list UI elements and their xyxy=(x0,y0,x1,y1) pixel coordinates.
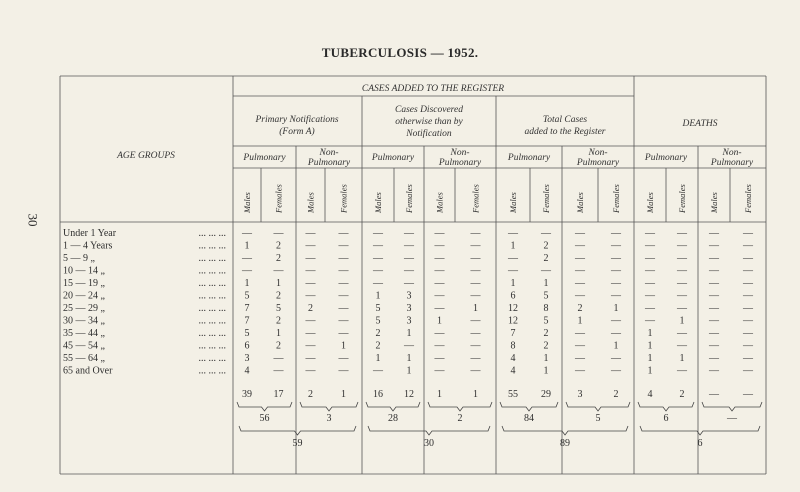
females-header: Females xyxy=(273,184,284,213)
non-pulmonary-header-2: Pulmonary xyxy=(576,158,620,168)
pair-brace xyxy=(702,402,762,411)
table-cell: 2 xyxy=(543,340,549,352)
table-cell: 6 xyxy=(244,340,250,352)
total-cell: 1 xyxy=(341,389,346,400)
table-cell: 1 xyxy=(577,315,583,327)
table-cell: 7 xyxy=(244,303,250,314)
total-cell: 4 xyxy=(647,389,653,400)
leader-dots: ... ... ... xyxy=(198,365,226,377)
table-cell: 2 xyxy=(375,328,381,339)
table-cell: — xyxy=(338,328,349,339)
group-brace xyxy=(502,426,628,435)
subtotal-cell: 2 xyxy=(457,413,463,424)
pair-brace xyxy=(366,402,420,411)
subtotal-cell: 84 xyxy=(524,413,534,424)
table-cell: — xyxy=(575,228,585,239)
table-cell: — xyxy=(677,265,687,277)
table-cell: 2 xyxy=(276,315,281,327)
table-cell: — xyxy=(305,315,316,327)
table-cell: — xyxy=(338,365,349,377)
table-cell: — xyxy=(338,353,349,364)
total-cell: — xyxy=(709,389,719,400)
leader-dots: ... ... ... xyxy=(198,290,226,302)
table-cell: — xyxy=(508,228,518,239)
table-cell: — xyxy=(373,228,383,239)
group-brace xyxy=(368,426,490,435)
table-cell: 1 xyxy=(613,303,619,314)
table-cell: — xyxy=(645,253,655,264)
age-group-label: 5 — 9 „ xyxy=(63,253,95,264)
table-cell: 12 xyxy=(508,315,518,327)
table-cell: — xyxy=(709,340,719,352)
table-cell: — xyxy=(242,265,252,277)
table-cell: — xyxy=(470,240,481,252)
table-cell: — xyxy=(434,240,445,252)
table-cell: 3 xyxy=(406,290,412,302)
males-header: Males xyxy=(434,192,445,213)
group-brace xyxy=(640,426,760,435)
leader-dots: ... ... ... xyxy=(198,353,226,364)
age-group-label: 30 — 34 „ xyxy=(63,315,105,327)
table-cell: 3 xyxy=(406,303,412,314)
table-cell: — xyxy=(305,340,316,352)
table-cell: — xyxy=(743,340,753,352)
cases-discovered-header-2: otherwise than by xyxy=(395,117,463,127)
table-cell: 1 xyxy=(647,328,653,339)
non-pulmonary-header-2: Pulmonary xyxy=(710,158,754,168)
table-cell: — xyxy=(743,228,753,239)
table-cell: 2 xyxy=(308,303,313,314)
age-group-label: 35 — 44 „ xyxy=(63,328,105,339)
table-cell: 5 xyxy=(543,290,549,302)
table-cell: — xyxy=(677,340,687,352)
total-cell: 16 xyxy=(373,389,383,400)
table-cell: — xyxy=(575,278,585,289)
total-cell: 12 xyxy=(404,389,414,400)
age-group-label: 20 — 24 „ xyxy=(63,290,105,302)
table-cell: — xyxy=(373,278,383,289)
table-cell: — xyxy=(470,290,481,302)
table-cell: 4 xyxy=(510,353,516,364)
table-cell: 1 xyxy=(276,278,281,289)
table-cell: — xyxy=(677,278,687,289)
table-cell: — xyxy=(470,353,481,364)
subtotal-cell: 3 xyxy=(326,413,332,424)
pulmonary-header: Pulmonary xyxy=(507,153,551,163)
table-cell: 1 xyxy=(375,290,381,302)
grand-total-cell: 89 xyxy=(560,438,570,449)
table-cell: — xyxy=(709,365,719,377)
table-cell: — xyxy=(470,315,481,327)
table-cell: — xyxy=(470,278,481,289)
table-cell: — xyxy=(434,340,445,352)
table-cell: — xyxy=(305,353,316,364)
table-cell: 2 xyxy=(375,340,381,352)
table-cell: — xyxy=(305,265,316,277)
table-cell: 2 xyxy=(276,240,281,252)
table-cell: — xyxy=(508,253,518,264)
table-cell: 4 xyxy=(244,365,250,377)
primary-notifications-header: Primary Notifications xyxy=(255,115,339,125)
grand-total-cell: 59 xyxy=(292,438,303,449)
females-header: Females xyxy=(743,184,753,213)
table-cell: 12 xyxy=(508,303,518,314)
females-header: Females xyxy=(470,184,481,213)
table-cell: — xyxy=(575,365,585,377)
page-title: TUBERCULOSIS — 1952. xyxy=(321,45,479,60)
table-cell: — xyxy=(709,290,719,302)
total-cell: 2 xyxy=(613,389,619,400)
table-cell: 5 xyxy=(244,290,250,302)
leader-dots: ... ... ... xyxy=(198,228,226,239)
non-pulmonary-header-2: Pulmonary xyxy=(307,158,351,168)
males-header: Males xyxy=(242,192,252,213)
grand-total-cell: 6 xyxy=(697,438,703,449)
males-header: Males xyxy=(508,192,518,213)
pulmonary-header: Pulmonary xyxy=(644,153,688,163)
total-cell: 2 xyxy=(308,389,313,400)
table-cell: — xyxy=(743,278,753,289)
table-cell: 1 xyxy=(679,315,685,327)
table-cell: — xyxy=(373,365,383,377)
table-cell: — xyxy=(541,228,551,239)
table-cell: 2 xyxy=(577,303,583,314)
table-cell: — xyxy=(338,290,349,302)
table-cell: 1 xyxy=(543,365,549,377)
table-cell: 5 xyxy=(375,315,381,327)
males-header: Males xyxy=(305,192,316,213)
table-cell: 1 xyxy=(473,303,478,314)
table-cell: 1 xyxy=(647,365,653,377)
table-cell: 5 xyxy=(276,303,281,314)
pair-brace xyxy=(566,402,630,411)
table-cell: — xyxy=(575,353,585,364)
table-cell: — xyxy=(645,278,655,289)
table-cell: — xyxy=(709,278,719,289)
age-group-label: 55 — 64 „ xyxy=(63,353,105,364)
table-cell: — xyxy=(434,253,445,264)
table-cell: — xyxy=(434,328,445,339)
table-cell: — xyxy=(404,240,414,252)
males-header: Males xyxy=(645,192,655,213)
table-cell: — xyxy=(305,328,316,339)
table-cell: 8 xyxy=(543,303,549,314)
table-cell: — xyxy=(611,290,621,302)
age-groups-header: AGE GROUPS xyxy=(117,151,175,161)
females-header: Females xyxy=(338,184,349,213)
table-cell: 1 xyxy=(510,278,516,289)
age-group-label: 65 and Over xyxy=(63,365,113,377)
table-cell: — xyxy=(273,353,284,364)
table-cell: — xyxy=(677,303,687,314)
pulmonary-header: Pulmonary xyxy=(371,153,415,163)
table-cell: — xyxy=(611,240,621,252)
non-pulmonary-header: Non- xyxy=(588,148,608,158)
subtotal-cell: 28 xyxy=(388,413,398,424)
subtotal-cell: 56 xyxy=(259,413,270,424)
table-cell: 3 xyxy=(244,353,250,364)
total-cell: 3 xyxy=(577,389,583,400)
non-pulmonary-header: Non- xyxy=(722,148,742,158)
table-cell: — xyxy=(434,303,445,314)
total-cell: 39 xyxy=(242,389,252,400)
males-header: Males xyxy=(575,192,585,213)
table-cell: — xyxy=(743,328,753,339)
table-cell: — xyxy=(575,290,585,302)
table-cell: — xyxy=(434,265,445,277)
table-cell: 1 xyxy=(647,340,653,352)
subtotal-cell: 5 xyxy=(595,413,601,424)
table-cell: — xyxy=(242,253,252,264)
table-cell: — xyxy=(404,228,414,239)
table-cell: 1 xyxy=(406,328,412,339)
males-header: Males xyxy=(709,192,719,213)
table-cell: — xyxy=(709,353,719,364)
table-cell: — xyxy=(434,278,445,289)
table-cell: 2 xyxy=(543,328,549,339)
total-cases-header-2: added to the Register xyxy=(524,127,606,137)
table-cell: — xyxy=(305,240,316,252)
table-cell: — xyxy=(373,265,383,277)
table-cell: — xyxy=(434,228,445,239)
table-cell: 1 xyxy=(244,240,250,252)
leader-dots: ... ... ... xyxy=(198,240,226,252)
total-cell: 17 xyxy=(273,389,284,400)
table-cell: — xyxy=(743,253,753,264)
table-cell: — xyxy=(338,278,349,289)
table-cell: — xyxy=(743,240,753,252)
pair-brace xyxy=(300,402,358,411)
table-cell: 1 xyxy=(510,240,516,252)
subtotal-cell: 6 xyxy=(663,413,669,424)
table-cell: — xyxy=(677,290,687,302)
table-cell: 1 xyxy=(375,353,381,364)
age-group-label: 15 — 19 „ xyxy=(63,278,105,289)
table-cell: — xyxy=(273,228,284,239)
table-cell: — xyxy=(273,365,284,377)
total-cell: 55 xyxy=(508,389,518,400)
table-cell: — xyxy=(611,265,621,277)
table-cell: — xyxy=(575,253,585,264)
table-cell: 7 xyxy=(510,328,516,339)
table-cell: — xyxy=(470,328,481,339)
table-cell: — xyxy=(305,253,316,264)
table-cell: 2 xyxy=(276,290,281,302)
table-cell: 8 xyxy=(510,340,516,352)
table-cell: — xyxy=(575,240,585,252)
table-cell: — xyxy=(709,228,719,239)
females-header: Females xyxy=(611,184,621,213)
table-cell: 1 xyxy=(543,353,549,364)
table-cell: 1 xyxy=(647,353,653,364)
table-cell: 6 xyxy=(510,290,516,302)
total-cell: 1 xyxy=(473,389,478,400)
table-cell: — xyxy=(743,353,753,364)
table-cell: — xyxy=(743,265,753,277)
subtotal-cell: — xyxy=(727,413,737,424)
table-cell: — xyxy=(404,340,414,352)
table-cell: — xyxy=(611,228,621,239)
table-cell: — xyxy=(338,315,349,327)
age-group-label: 10 — 14 „ xyxy=(63,265,105,277)
table-cell: 5 xyxy=(244,328,250,339)
table-cell: — xyxy=(645,240,655,252)
table-cell: — xyxy=(709,303,719,314)
table-cell: — xyxy=(645,303,655,314)
table-cell: 1 xyxy=(543,278,549,289)
table-cell: — xyxy=(645,228,655,239)
table-cell: — xyxy=(645,265,655,277)
page-number: 30 xyxy=(25,213,41,227)
primary-form-a-header: (Form A) xyxy=(279,127,315,137)
females-header: Females xyxy=(677,184,687,213)
table-cell: — xyxy=(677,228,687,239)
non-pulmonary-header: Non- xyxy=(450,148,470,158)
age-group-label: 25 — 29 „ xyxy=(63,303,105,314)
table-cell: 2 xyxy=(543,253,549,264)
table-cell: — xyxy=(470,228,481,239)
pulmonary-header: Pulmonary xyxy=(243,153,286,163)
non-pulmonary-header: Non- xyxy=(319,148,339,158)
table-cell: 3 xyxy=(406,315,412,327)
table-cell: — xyxy=(611,315,621,327)
table-cell: — xyxy=(338,303,349,314)
table-cell: — xyxy=(677,253,687,264)
total-cases-header: Total Cases xyxy=(542,115,588,125)
table-cell: — xyxy=(434,290,445,302)
table-cell: 1 xyxy=(406,353,412,364)
table-cell: — xyxy=(404,253,414,264)
leader-dots: ... ... ... xyxy=(198,340,226,352)
leader-dots: ... ... ... xyxy=(198,303,226,314)
leader-dots: ... ... ... xyxy=(198,265,226,277)
pair-brace xyxy=(638,402,694,411)
grand-total-cell: 30 xyxy=(424,438,434,449)
table-cell: 5 xyxy=(375,303,381,314)
table-cell: — xyxy=(575,265,585,277)
cases-discovered-header: Cases Discovered xyxy=(395,105,463,115)
table-cell: — xyxy=(743,365,753,377)
cases-discovered-header-3: Notification xyxy=(406,129,452,139)
table-cell: — xyxy=(709,315,719,327)
table-cell: — xyxy=(645,290,655,302)
table-cell: — xyxy=(611,353,621,364)
table-cell: — xyxy=(709,328,719,339)
table-cell: — xyxy=(373,240,383,252)
table-cell: 1 xyxy=(276,328,281,339)
table-cell: — xyxy=(677,328,687,339)
non-pulmonary-header-2: Pulmonary xyxy=(438,158,482,168)
age-group-label: 45 — 54 „ xyxy=(63,340,105,352)
table-cell: 7 xyxy=(244,315,250,327)
table-cell: — xyxy=(508,265,518,277)
table-cell: — xyxy=(305,290,316,302)
table-cell: — xyxy=(611,253,621,264)
table-cell: — xyxy=(470,365,481,377)
group-brace xyxy=(239,426,356,435)
table-cell: — xyxy=(404,265,414,277)
table-cell: — xyxy=(305,278,316,289)
table-cell: — xyxy=(470,340,481,352)
total-cell: 1 xyxy=(437,389,442,400)
age-group-label: 1 — 4 Years xyxy=(63,240,113,252)
table-cell: — xyxy=(611,365,621,377)
table-cell: — xyxy=(338,265,349,277)
deaths-header: DEATHS xyxy=(682,119,718,129)
leader-dots: ... ... ... xyxy=(198,328,226,339)
total-cell: — xyxy=(743,389,753,400)
table-cell: 1 xyxy=(406,365,412,377)
table-cell: — xyxy=(338,240,349,252)
table-cell: — xyxy=(709,253,719,264)
males-header: Males xyxy=(373,192,383,213)
table-cell: 4 xyxy=(510,365,516,377)
table-cell: — xyxy=(434,353,445,364)
table-cell: — xyxy=(677,365,687,377)
total-cell: 2 xyxy=(679,389,685,400)
total-cell: 29 xyxy=(541,389,551,400)
table-cell: — xyxy=(305,228,316,239)
leader-dots: ... ... ... xyxy=(198,315,226,327)
leader-dots: ... ... ... xyxy=(198,253,226,264)
table-cell: — xyxy=(273,265,284,277)
leader-dots: ... ... ... xyxy=(198,278,226,289)
table-cell: — xyxy=(575,328,585,339)
table-cell: — xyxy=(242,228,252,239)
table-cell: — xyxy=(338,253,349,264)
table-cell: — xyxy=(645,315,655,327)
table-cell: — xyxy=(743,303,753,314)
pair-brace xyxy=(500,402,558,411)
table-cell: 1 xyxy=(679,353,685,364)
table-cell: — xyxy=(338,228,349,239)
table-cell: 1 xyxy=(244,278,250,289)
table-cell: — xyxy=(470,253,481,264)
table-cell: — xyxy=(743,315,753,327)
table-cell: 2 xyxy=(543,240,549,252)
females-header: Females xyxy=(541,184,551,213)
table-cell: — xyxy=(373,253,383,264)
table-cell: — xyxy=(575,340,585,352)
table-cell: — xyxy=(470,265,481,277)
table-cell: 1 xyxy=(341,340,346,352)
table-cell: 2 xyxy=(276,340,281,352)
table-cell: — xyxy=(709,240,719,252)
cases-added-header: CASES ADDED TO THE REGISTER xyxy=(361,84,505,94)
females-header: Females xyxy=(404,184,414,213)
age-group-label: Under 1 Year xyxy=(63,228,117,239)
table-cell: 1 xyxy=(613,340,619,352)
table-cell: — xyxy=(677,240,687,252)
table-cell: 1 xyxy=(437,315,442,327)
table-cell: — xyxy=(709,265,719,277)
table-cell: — xyxy=(611,278,621,289)
table-cell: — xyxy=(305,365,316,377)
pair-brace xyxy=(428,402,492,411)
table-cell: — xyxy=(743,290,753,302)
table-cell: 5 xyxy=(543,315,549,327)
pair-brace xyxy=(237,402,292,411)
table-cell: 2 xyxy=(276,253,281,264)
table-cell: — xyxy=(434,365,445,377)
table-cell: — xyxy=(541,265,551,277)
table-cell: — xyxy=(404,278,414,289)
table-cell: — xyxy=(611,328,621,339)
